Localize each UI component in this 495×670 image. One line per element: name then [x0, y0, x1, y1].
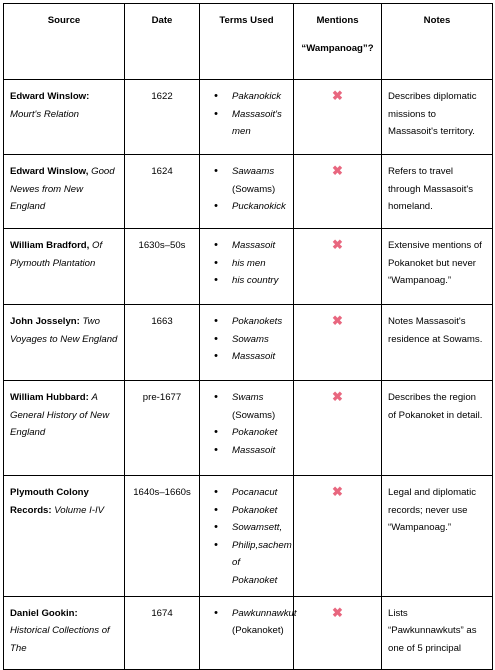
terms-list — [206, 237, 287, 290]
source-separator: : — [74, 607, 78, 619]
table-row — [4, 596, 493, 669]
source-separator: : — [86, 91, 90, 102]
term-text: Massasoit's men — [232, 108, 282, 138]
term-item — [232, 537, 292, 590]
term-text: Philip,sachem of Pokanoket — [232, 539, 292, 586]
source-cell — [4, 596, 125, 669]
source-cell — [4, 476, 125, 597]
source-title: Volume I-IV — [54, 504, 105, 516]
source-title: Two Voyages to New England — [10, 316, 118, 345]
terms-list — [206, 484, 292, 590]
cross-mark-icon: ✖ — [332, 163, 343, 178]
source-cell — [4, 155, 125, 229]
source-title: A General History of New England — [10, 392, 110, 439]
terms-list — [206, 313, 287, 366]
term-text: Puckanokick — [232, 201, 286, 213]
date-cell: 1624 — [125, 155, 200, 229]
term-item — [232, 198, 287, 216]
source-title: Mourt's Relation — [10, 108, 80, 120]
source-author: Edward Winslow — [10, 91, 87, 102]
notes-cell: Refers to travel through Massasoit's homeland. — [382, 155, 493, 229]
term-item — [232, 605, 297, 640]
date-cell: pre-1677 — [125, 381, 200, 476]
table-row — [4, 229, 493, 305]
date-cell: 1663 — [125, 305, 200, 381]
mentions-cell — [294, 476, 382, 597]
term-text: Pawkunnawkut — [232, 607, 297, 619]
header-notes: Notes — [382, 4, 493, 80]
term-item — [232, 88, 287, 106]
term-item — [232, 272, 287, 290]
date-cell: 1622 — [125, 80, 200, 155]
term-text: Pocanacut — [232, 487, 278, 498]
notes-cell: Notes Massasoit's residence at Sowams. — [382, 305, 493, 381]
source-separator: : — [48, 504, 52, 516]
terms-cell — [200, 305, 294, 381]
header-terms: Terms Used — [200, 4, 294, 80]
term-item — [232, 163, 287, 198]
header-mentions-line2: “Wampanoag”? — [301, 42, 374, 54]
source-cell — [4, 80, 125, 155]
date-cell: 1640s–1660s — [125, 476, 200, 597]
source-author: Edward Winslow — [10, 166, 86, 177]
notes-cell: Extensive mentions of Pokanoket but never “Wampanoag.” — [382, 229, 493, 305]
term-text: Massasoit — [232, 240, 276, 251]
mentions-cell — [294, 381, 382, 476]
term-item — [232, 389, 287, 424]
terms-list — [206, 605, 297, 640]
source-author: Plymouth Colony Records — [10, 487, 89, 516]
source-title: Historical Collections of The — [10, 625, 110, 654]
notes-cell: Lists “Pawkunnawkuts” as one of 5 principal — [382, 596, 493, 669]
source-cell — [4, 229, 125, 305]
mentions-cell — [294, 596, 382, 669]
term-text: (Sowams) — [232, 409, 276, 421]
term-item — [232, 237, 287, 255]
source-separator: : — [76, 316, 80, 327]
term-item — [232, 502, 287, 520]
cross-mark-icon: ✖ — [332, 484, 343, 499]
source-separator: , — [85, 166, 89, 177]
date-cell: 1674 — [125, 596, 200, 669]
mentions-cell — [294, 305, 382, 381]
source-cell — [4, 305, 125, 381]
mentions-cell — [294, 229, 382, 305]
sources-table — [3, 3, 493, 670]
term-item — [232, 424, 287, 442]
term-text: Pokanoket — [232, 427, 278, 439]
notes-cell: Describes the region of Pokanoket in detail. — [382, 381, 493, 476]
terms-cell — [200, 596, 297, 669]
term-text: his country — [232, 275, 279, 287]
term-text: Pakanokick — [232, 91, 282, 102]
terms-list — [206, 389, 287, 459]
term-text: (Pokanoket) — [232, 625, 284, 637]
term-item — [232, 255, 287, 273]
term-item — [232, 442, 287, 460]
term-item — [232, 348, 287, 366]
terms-cell — [200, 155, 294, 229]
terms-cell — [200, 229, 294, 305]
term-text: Swams — [232, 392, 264, 403]
header-date: Date — [125, 4, 200, 80]
source-author: Daniel Gookin — [10, 607, 75, 619]
terms-list — [206, 163, 287, 216]
term-text: Pokanoket — [232, 504, 278, 516]
term-text: Sowams — [232, 333, 269, 345]
notes-cell: Describes diplomatic missions to Massasoit's territory. — [382, 80, 493, 155]
mentions-cell — [294, 80, 382, 155]
source-separator: , — [86, 240, 90, 251]
term-item — [232, 106, 287, 141]
header-row — [4, 4, 493, 80]
notes-cell: Legal and diplomatic records; never use “Wampanoag.” — [382, 476, 493, 597]
date-cell: 1630s–50s — [125, 229, 200, 305]
term-item — [232, 484, 287, 502]
terms-cell — [200, 381, 294, 476]
source-cell — [4, 381, 125, 476]
term-item — [232, 313, 287, 331]
terms-cell — [200, 476, 294, 597]
header-mentions — [294, 4, 382, 80]
source-author: William Bradford — [10, 240, 87, 251]
term-item — [232, 519, 287, 537]
cross-mark-icon: ✖ — [332, 237, 343, 252]
source-separator: : — [85, 392, 89, 403]
terms-list — [206, 88, 287, 141]
table-row — [4, 80, 493, 155]
table-row — [4, 381, 493, 476]
header-source: Source — [4, 4, 125, 80]
terms-cell — [200, 80, 294, 155]
term-text: Pokanokets — [232, 316, 283, 327]
source-author: John Josselyn — [10, 316, 77, 327]
table-row — [4, 155, 493, 229]
term-text: Massasoit — [232, 444, 276, 456]
term-text: Massasoit — [232, 351, 276, 363]
term-text: (Sowams) — [232, 183, 276, 195]
source-title: Of Plymouth Plantation — [10, 240, 103, 269]
term-text: Sowamsett, — [232, 522, 283, 534]
term-item — [232, 331, 287, 349]
table-row — [4, 305, 493, 381]
term-text: his men — [232, 257, 266, 269]
source-author: William Hubbard — [10, 392, 86, 403]
cross-mark-icon: ✖ — [332, 604, 343, 620]
source-title: Good Newes from New England — [10, 166, 115, 213]
cross-mark-icon: ✖ — [332, 313, 343, 328]
term-text: Sawaams — [232, 166, 275, 177]
mentions-cell — [294, 155, 382, 229]
cross-mark-icon: ✖ — [332, 88, 343, 103]
table-row — [4, 476, 493, 597]
header-mentions-line1: Mentions — [316, 15, 359, 26]
cross-mark-icon: ✖ — [332, 389, 343, 404]
